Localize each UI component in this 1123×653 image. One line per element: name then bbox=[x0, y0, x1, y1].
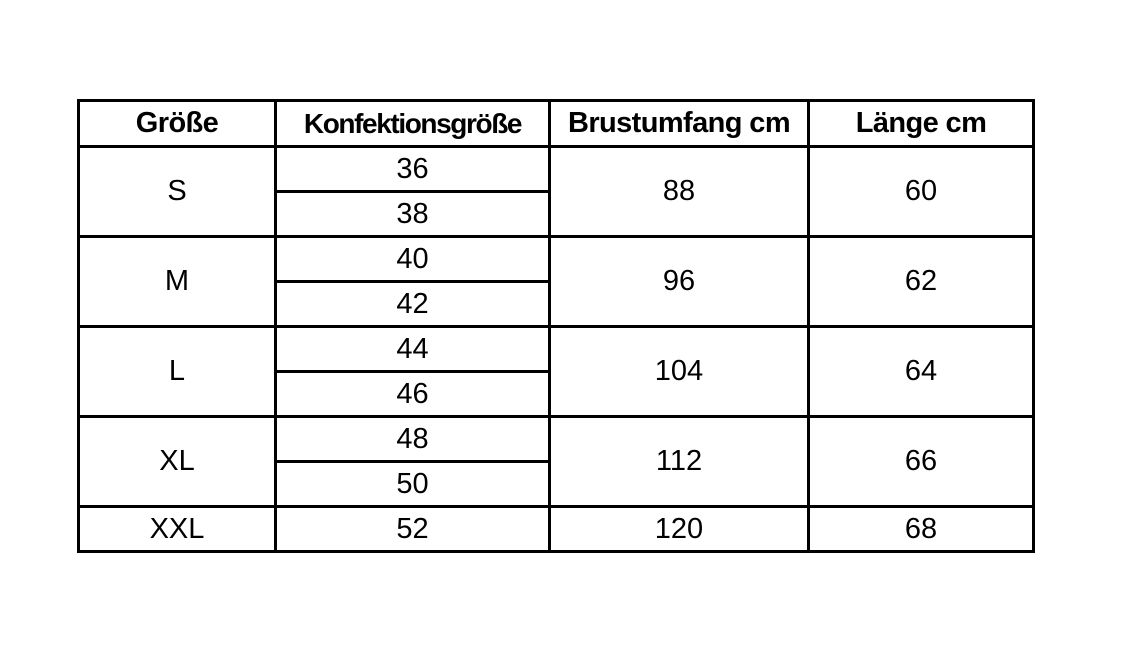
cell-laenge: 64 bbox=[809, 327, 1034, 417]
table-row bbox=[79, 237, 1034, 282]
cell-groesse: M bbox=[79, 237, 276, 327]
table-header bbox=[79, 101, 1034, 147]
cell-groesse: XL bbox=[79, 417, 276, 507]
header-row bbox=[79, 101, 1034, 147]
cell-konfektion: 52 bbox=[276, 507, 550, 552]
cell-konfektion: 46 bbox=[276, 372, 550, 417]
header-konfektionsgroesse: Konfektionsgröße bbox=[276, 101, 550, 147]
cell-brustumfang: 88 bbox=[550, 147, 809, 237]
cell-konfektion: 44 bbox=[276, 327, 550, 372]
table-body bbox=[79, 147, 1034, 552]
table-row bbox=[79, 507, 1034, 552]
cell-konfektion: 42 bbox=[276, 282, 550, 327]
cell-laenge: 66 bbox=[809, 417, 1034, 507]
cell-laenge: 62 bbox=[809, 237, 1034, 327]
header-groesse: Größe bbox=[79, 101, 276, 147]
table-row bbox=[79, 147, 1034, 192]
cell-brustumfang: 96 bbox=[550, 237, 809, 327]
cell-brustumfang: 104 bbox=[550, 327, 809, 417]
cell-brustumfang: 112 bbox=[550, 417, 809, 507]
header-brustumfang: Brustumfang cm bbox=[550, 101, 809, 147]
cell-konfektion: 40 bbox=[276, 237, 550, 282]
size-chart-table bbox=[77, 99, 1035, 553]
cell-groesse: S bbox=[79, 147, 276, 237]
cell-groesse: XXL bbox=[79, 507, 276, 552]
cell-konfektion: 36 bbox=[276, 147, 550, 192]
table-row bbox=[79, 417, 1034, 462]
cell-laenge: 60 bbox=[809, 147, 1034, 237]
cell-konfektion: 50 bbox=[276, 462, 550, 507]
cell-konfektion: 48 bbox=[276, 417, 550, 462]
table-row bbox=[79, 327, 1034, 372]
cell-groesse: L bbox=[79, 327, 276, 417]
cell-laenge: 68 bbox=[809, 507, 1034, 552]
cell-konfektion: 38 bbox=[276, 192, 550, 237]
cell-brustumfang: 120 bbox=[550, 507, 809, 552]
header-laenge: Länge cm bbox=[809, 101, 1034, 147]
